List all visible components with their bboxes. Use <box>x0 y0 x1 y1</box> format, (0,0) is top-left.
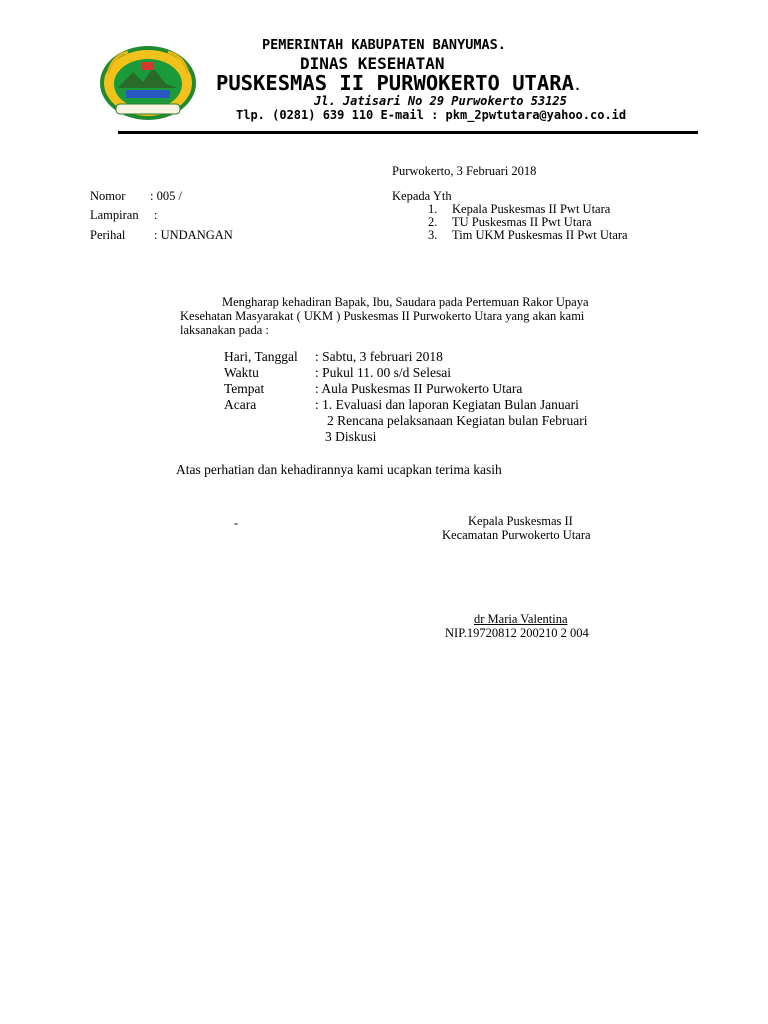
signatory-name: dr Maria Valentina <box>474 612 568 626</box>
recipient-item: TU Puskesmas II Pwt Utara <box>452 215 592 229</box>
signatory-office: Kecamatan Purwokerto Utara <box>442 528 591 542</box>
letterhead-contact: Tlp. (0281) 639 110 E-mail : pkm_2pwtutara@yahoo.co.id <box>236 108 627 122</box>
recipient-heading: Kepada Yth <box>392 189 452 203</box>
nomor-value: : 005 / <box>150 189 182 203</box>
perihal-value: : UNDANGAN <box>154 228 233 242</box>
stray-mark: - <box>234 516 239 530</box>
closing-sentence: Atas perhatian dan kehadirannya kami ucapkan terima kasih <box>176 462 502 477</box>
institution-name: PUSKESMAS II PURWOKERTO UTARA <box>216 71 574 95</box>
place-date: Purwokerto, 3 Februari 2018 <box>392 164 537 178</box>
letterhead-department-line: DINAS KESEHATAN <box>300 54 445 73</box>
acara-item: 3 Diskusi <box>325 429 377 444</box>
recipient-item: Tim UKM Puskesmas II Pwt Utara <box>452 228 628 242</box>
banyumas-regency-emblem-icon <box>98 44 198 122</box>
letterhead-divider <box>118 131 698 134</box>
acara-label: Acara <box>224 397 257 412</box>
acara-item: 2 Rencana pelaksanaan Kegiatan bulan Februari <box>327 413 588 428</box>
hari-value: : Sabtu, 3 februari 2018 <box>315 349 443 364</box>
nomor-label: Nomor <box>90 189 126 203</box>
hari-label: Hari, Tanggal <box>224 349 298 364</box>
waktu-label: Waktu <box>224 365 259 380</box>
letterhead-institution-line <box>216 71 581 95</box>
acara-item: : 1. Evaluasi dan laporan Kegiatan Bulan Januari <box>315 397 579 412</box>
lampiran-value: : <box>154 208 158 222</box>
recipient-num: 1. <box>428 202 438 216</box>
recipient-num: 3. <box>428 228 438 242</box>
paragraph-line: laksanakan pada : <box>180 323 269 337</box>
paragraph-line: Kesehatan Masyarakat ( UKM ) Puskesmas II Purwokerto Utara yang akan kami <box>180 309 585 323</box>
paragraph-line: Mengharap kehadiran Bapak, Ibu, Saudara pada Pertemuan Rakor Upaya <box>222 295 589 309</box>
tempat-value: : Aula Puskesmas II Purwokerto Utara <box>315 381 523 396</box>
signatory-title: Kepala Puskesmas II <box>468 514 573 528</box>
letterhead-government-line: PEMERINTAH KABUPATEN BANYUMAS. <box>262 37 506 53</box>
lampiran-label: Lampiran <box>90 208 139 222</box>
recipient-num: 2. <box>428 215 438 229</box>
perihal-label: Perihal <box>90 228 126 242</box>
waktu-value: : Pukul 11. 00 s/d Selesai <box>315 365 452 380</box>
tempat-label: Tempat <box>224 381 265 396</box>
recipient-item: Kepala Puskesmas II Pwt Utara <box>452 202 611 216</box>
letterhead-address: Jl. Jatisari No 29 Purwokerto 53125 <box>314 94 567 108</box>
signatory-nip: NIP.19720812 200210 2 004 <box>445 626 589 640</box>
institution-period: . <box>573 79 582 93</box>
